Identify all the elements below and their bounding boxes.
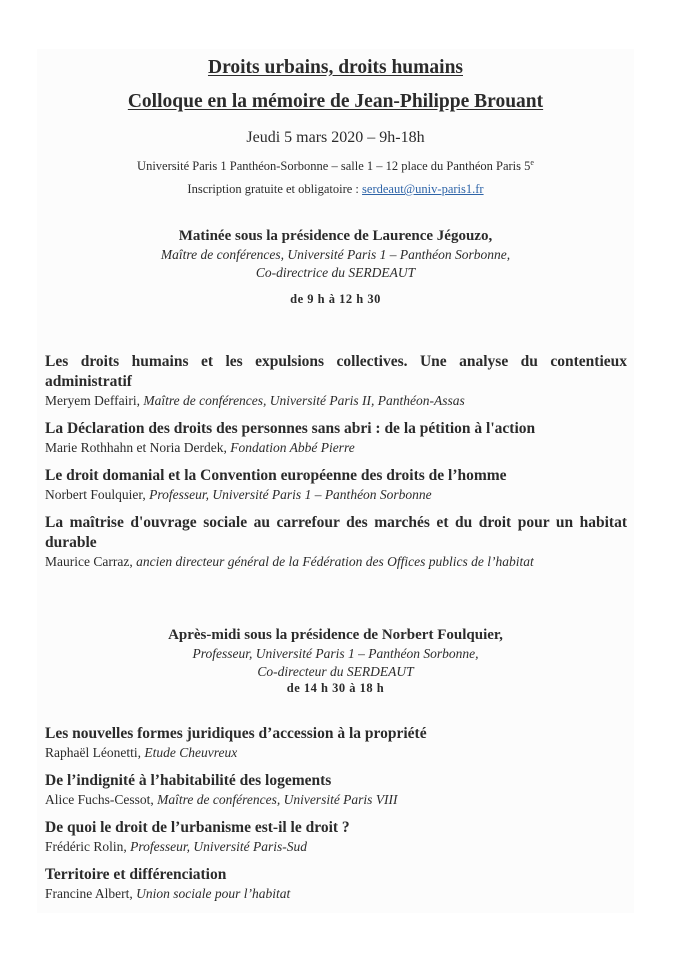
- inscription-line: [37, 182, 634, 197]
- talk-speaker: [45, 553, 627, 571]
- afternoon-talks: [45, 724, 627, 912]
- morning-hours: de 9 h à 12 h 30: [290, 292, 381, 306]
- talk-speaker: [45, 486, 627, 504]
- speaker-affiliation: Professeur, Université Paris-Sud: [130, 839, 307, 854]
- morning-talks: [45, 352, 627, 580]
- talk-title: La maîtrise d'ouvrage sociale au carrefour des marchés et du droit pour un habitat durable: [45, 514, 627, 551]
- talk-title: De l’indignité à l’habitabilité des logements: [45, 772, 332, 789]
- afternoon-hours: de 14 h 30 à 18 h: [286, 681, 385, 695]
- morning-chair: Matinée sous la présidence de Laurence Jégouzo,: [178, 228, 493, 244]
- talk-item: [45, 419, 627, 457]
- speaker-affiliation: Fondation Abbé Pierre: [230, 440, 355, 455]
- speaker-affiliation: Etude Cheuvreux: [144, 745, 238, 760]
- talk-item: [45, 724, 627, 762]
- speaker-affiliation: Professeur, Université Paris 1 – Panthéon Sorbonne: [149, 487, 432, 502]
- speaker-name: Alice Fuchs-Cessot,: [45, 792, 158, 807]
- talk-title: De quoi le droit de l’urbanisme est-il le droit ?: [45, 819, 350, 836]
- talk-speaker: [45, 838, 627, 856]
- inscription-label: Inscription gratuite et obligatoire :: [187, 182, 363, 196]
- speaker-name: Francine Albert,: [45, 886, 137, 901]
- talk-speaker: [45, 744, 627, 762]
- speaker-name: Meryem Deffairi,: [45, 393, 144, 408]
- speaker-affiliation: Union sociale pour l’habitat: [136, 886, 291, 901]
- document-page: [37, 49, 634, 913]
- afternoon-chair-role-1: Professeur, Université Paris 1 – Panthéon Sorbonne,: [192, 646, 479, 661]
- talk-title: Territoire et différenciation: [45, 866, 227, 883]
- speaker-name: Raphaël Léonetti,: [45, 745, 145, 760]
- talk-item: [45, 352, 627, 410]
- speaker-name: Frédéric Rolin,: [45, 839, 131, 854]
- speaker-affiliation: ancien directeur général de la Fédération des Offices publics de l’habitat: [136, 554, 534, 569]
- speaker-name: Marie Rothhahn et Noria Derdek,: [45, 440, 231, 455]
- event-title: Droits urbains, droits humains: [207, 57, 463, 78]
- talk-speaker: [45, 439, 627, 457]
- venue-superscript: e: [530, 158, 534, 167]
- morning-chair-role-1: Maître de conférences, Université Paris 1 – Panthéon Sorbonne,: [160, 247, 511, 262]
- afternoon-session-header: [37, 625, 634, 696]
- talk-title: Les droits humains et les expulsions collectives. Une analyse du contentieux administratif: [45, 353, 627, 390]
- venue-text: Université Paris 1 Panthéon-Sorbonne – salle 1 – 12 place du Panthéon Paris 5: [137, 159, 531, 174]
- event-subtitle: Colloque en la mémoire de Jean-Philippe Brouant: [127, 91, 544, 112]
- talk-speaker: [45, 885, 627, 903]
- speaker-affiliation: Maître de conférences, Université Paris II, Panthéon-Assas: [143, 393, 465, 408]
- talk-title: La Déclaration des droits des personnes sans abri : de la pétition à l'action: [45, 420, 536, 437]
- speaker-name: Norbert Foulquier,: [45, 487, 150, 502]
- talk-item: [45, 818, 627, 856]
- event-venue: [37, 158, 634, 174]
- morning-session-header: [37, 226, 634, 307]
- speaker-name: Maurice Carraz,: [45, 554, 137, 569]
- talk-title: Le droit domanial et la Convention européenne des droits de l’homme: [45, 467, 507, 484]
- speaker-affiliation: Maître de conférences, Université Paris VIII: [157, 792, 398, 807]
- talk-item: [45, 771, 627, 809]
- afternoon-chair: Après-midi sous la présidence de Norbert Foulquier,: [168, 627, 503, 643]
- talk-title: Les nouvelles formes juridiques d’accession à la propriété: [45, 725, 427, 742]
- talk-item: [45, 865, 627, 903]
- talk-item: [45, 513, 627, 571]
- event-date: Jeudi 5 mars 2020 – 9h-18h: [246, 129, 425, 146]
- email-link[interactable]: serdeaut@univ-paris1.fr: [362, 182, 484, 196]
- talk-speaker: [45, 392, 627, 410]
- afternoon-chair-role-2: Co-directeur du SERDEAUT: [257, 664, 414, 679]
- talk-speaker: [45, 791, 627, 809]
- talk-item: [45, 466, 627, 504]
- morning-chair-role-2: Co-directrice du SERDEAUT: [255, 265, 416, 280]
